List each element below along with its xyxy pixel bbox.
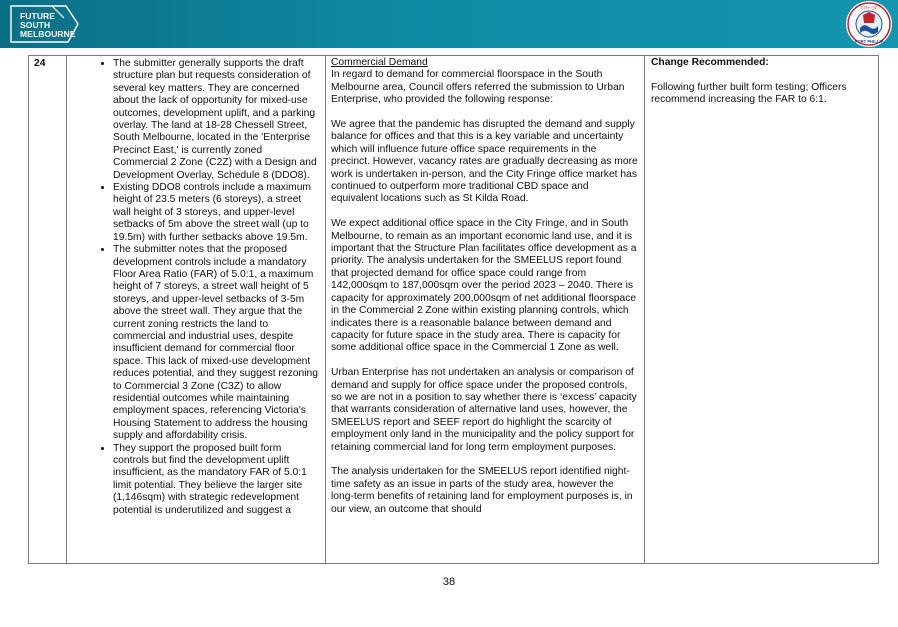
officer-response-cell xyxy=(326,56,645,564)
list-item: • The submitter notes that the proposed development controls include a mandatory Floor Area Ratio (FAR) of 5.0:1, a maximum height of 7 storeys, a street wall height of 5 storeys, and upper-level setbacks of 3-5m above the street wall. They argue that the current zoning restricts the land to commercial and industrial uses, despite insufficient demand for commercial floor space. This lack of mixed-use development reduces potential, and they suggest rezoning to Commercial 3 Zone (C3Z) to allow residential outcomes while maintaining employment spaces, referencing Victoria's Housing Statement to address the housing supply and affordability crisis. xyxy=(113,244,319,443)
response-paragraph: In regard to demand for commercial floorspace in the South Melbourne area, Council offers referred the submission to Urban Enterprise, who provided the following response: xyxy=(331,69,625,106)
response-paragraph: The analysis undertaken for the SMEELUS report identified night-time safety as an issue in parts of the study area, however the long-term benefits of retaining land for employment purposes is, in our view, an outcome that should xyxy=(331,466,633,515)
crest-text-bottom: PORT PHILLIP xyxy=(854,39,884,44)
response-heading: Commercial Demand xyxy=(331,57,428,68)
recommendation-text: Following further built form testing; Officers recommend increasing the FAR to 6:1. xyxy=(651,81,847,106)
recommendation-cell xyxy=(645,56,879,564)
crest-icon xyxy=(846,1,892,47)
page-header xyxy=(0,0,898,48)
logo-line: MELBOURNE xyxy=(20,29,76,39)
crest-text-top: CITY OF xyxy=(860,5,878,11)
submissions-table xyxy=(28,55,879,564)
submission-summary-cell xyxy=(67,56,326,564)
officer-response xyxy=(326,56,644,516)
list-item: • They support the proposed built form controls but find the development uplift insufficient, as the mandatory FAR of 5.0:1 limit potential. They believe the larger site (1,146sqm) with strategic redevelopment potential is underutilized and suggest a xyxy=(113,443,319,517)
submission-number-cell xyxy=(29,56,67,564)
recommendation-title: Change Recommended: xyxy=(651,57,769,68)
table-row xyxy=(29,56,879,564)
response-paragraph: Urban Enterprise has not undertaken an analysis or comparison of demand and supply for office space under the proposed controls, so we are not in a position to say whether there is ‘excess’ capacity that warrants consideration of alternative land uses, however, the SMEELUS report and SEEF report do highlight the scarcity of employment only land in the municipality and the policy support for retaining commercial land for long term employment purposes. xyxy=(331,367,637,453)
page-number: 38 xyxy=(442,576,456,588)
logo-line: FUTURE xyxy=(20,11,56,21)
submission-points-list xyxy=(67,58,325,517)
recommendation xyxy=(645,56,878,107)
logo-text xyxy=(20,12,76,39)
submission-number: 24 xyxy=(34,58,46,69)
list-item: • Existing DDO8 controls include a maximum height of 23.5 meters (6 storeys), a street wall height of 3 storeys, and upper-level setbacks of 5m above the street wall (up to 19.5m) with further setbacks above 19.5m. xyxy=(113,182,319,244)
logo-line: SOUTH xyxy=(20,20,51,30)
city-of-port-phillip-crest xyxy=(846,1,892,47)
response-paragraph: We expect additional office space in the City Fringe, and in South Melbourne, to remain as an important economic land use, and it is important that the Structure Plan facilitates office development as a priority. The analysis undertaken for the SMEELUS report found that projected demand for office space could range from 142,000sqm to 187,000sqm over the period 2023 – 2040. There is capacity for approximately 200,000sqm of net additional floorspace in the Commercial 2 Zone within existing planning controls, which indicates there is a reasonable balance between demand and capacity for future space in the study area. There is capacity for some additional office space in the Commercial 1 Zone as well. xyxy=(331,218,637,354)
response-paragraph: We agree that the pandemic has disrupted the demand and supply balance for offices and that this is a key variable and uncertainty which will influence future office space requirements in the precinct. However, vacancy rates are gradually decreasing as more work is undertaken in-person, and the City Fringe office market has continued to outperform more traditional CBD space and equivalent locations such as St Kilda Road. xyxy=(331,119,638,205)
list-item: • The submitter generally supports the draft structure plan but requests consideration of several key matters. They are concerned about the lack of opportunity for mixed-use outcomes, development uplift, and a parking overlay. The land at 18-28 Chessell Street, South Melbourne, located in the 'Enterprise Precinct East,' is currently zoned Commercial 2 Zone (C2Z) with a Design and Development Overlay, Schedule 8 (DDO8). xyxy=(113,58,319,182)
future-south-melbourne-logo xyxy=(8,2,88,46)
